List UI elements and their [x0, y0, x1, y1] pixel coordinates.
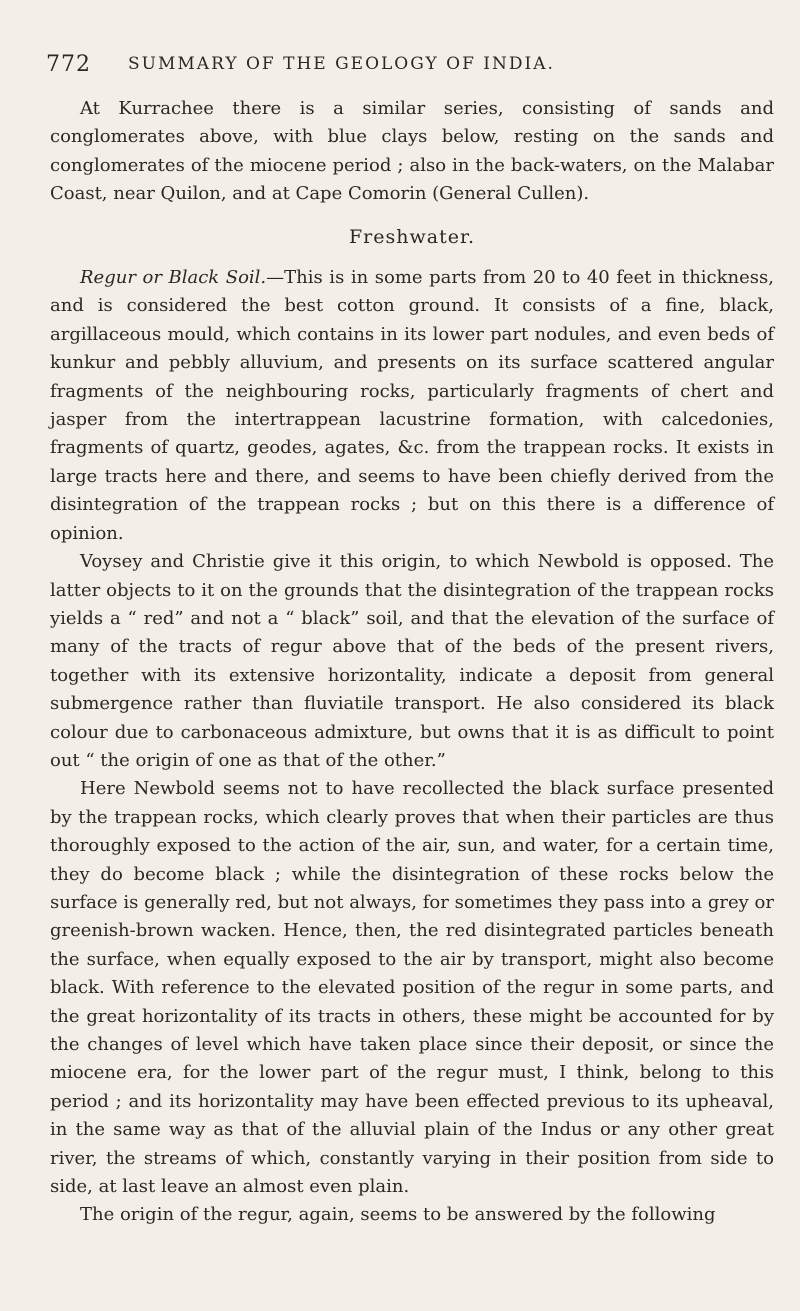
section-heading-freshwater: Freshwater.: [348, 225, 475, 248]
paragraph-regur: [50, 264, 774, 548]
paragraph-regur-text: —This is in some parts from 20 to 40 feet in thickness, and is considered the best cotton ground. It consists of a fine, black, argillaceous mould, which contains in its lower part nodules, and even beds of kunkur and pebbly alluvium, and presents on its surface scattered angular fragments of the neighbouring rocks, particularly fragments of chert and jasper from the intertrappean lacustrine formation, with calcedonies, fragments of quartz, geodes, agates, &c. from the trappean rocks. It exists in large tracts here and there, and seems to have been chiefly derived from the disintegration of the trappean rocks ; but on this there is a difference of opinion.: [50, 267, 774, 544]
running-title: SUMMARY OF THE GEOLOGY OF INDIA.: [128, 54, 555, 74]
paragraph-origin: The origin of the regur, again, seems to be answered by the following: [80, 1204, 716, 1226]
page-number: 772: [46, 52, 91, 77]
paragraph-kurrachee: At Kurrachee there is a similar series, consisting of sands and conglomerates above, with blue clays below, resting on the sands and conglomerates of the miocene period ; also in the back-waters, on the Malabar Coast, near Quilon, and at Cape Comorin (General Cullen).: [50, 98, 774, 205]
paragraph-voysey: Voysey and Christie give it this origin, to which Newbold is opposed. The latter objects to it on the grounds that the disintegration of the trappean rocks yields a “ red” and not a “ black” soil, and that the elevation of the surface of many of the tracts of regur above that of the beds of the present rivers, together with its extensive horizontality, indicate a deposit from general submergence rather than fluviatile transport. He also considered its black colour due to carbonaceous admixture, but owns that it is as difficult to point out “ the origin of one as that of the other.”: [50, 551, 774, 771]
body-text: [50, 95, 774, 1230]
paragraph-newbold: Here Newbold seems not to have recollected the black surface presented by the trappean rocks, which clearly proves that when their particles are thus thoroughly exposed to the action of the air, sun, and water, for a certain time, they do become black ; while the disintegration of these rocks below the surface is generally red, but not always, for sometimes they pass into a grey or greenish-brown wacken. Hence, then, the red disintegrated particles beneath the surface, when equally exposed to the air by transport, might also become black. With reference to the elevated position of the regur in some parts, and the great horizontality of its tracts in others, these might be accounted for by the changes of level which have taken place since their deposit, or since the miocene era, for the lower part of the regur must, I think, belong to this period ; and its horizontality may have been effected previous to its upheaval, in the same way as that of the alluvial plain of the Indus or any other great river, the streams of which, constantly varying in their position from side to side, at last leave an almost even plain.: [50, 778, 774, 1198]
paragraph-lead-regur: Regur or Black Soil.: [80, 267, 267, 289]
running-header: [46, 52, 766, 82]
